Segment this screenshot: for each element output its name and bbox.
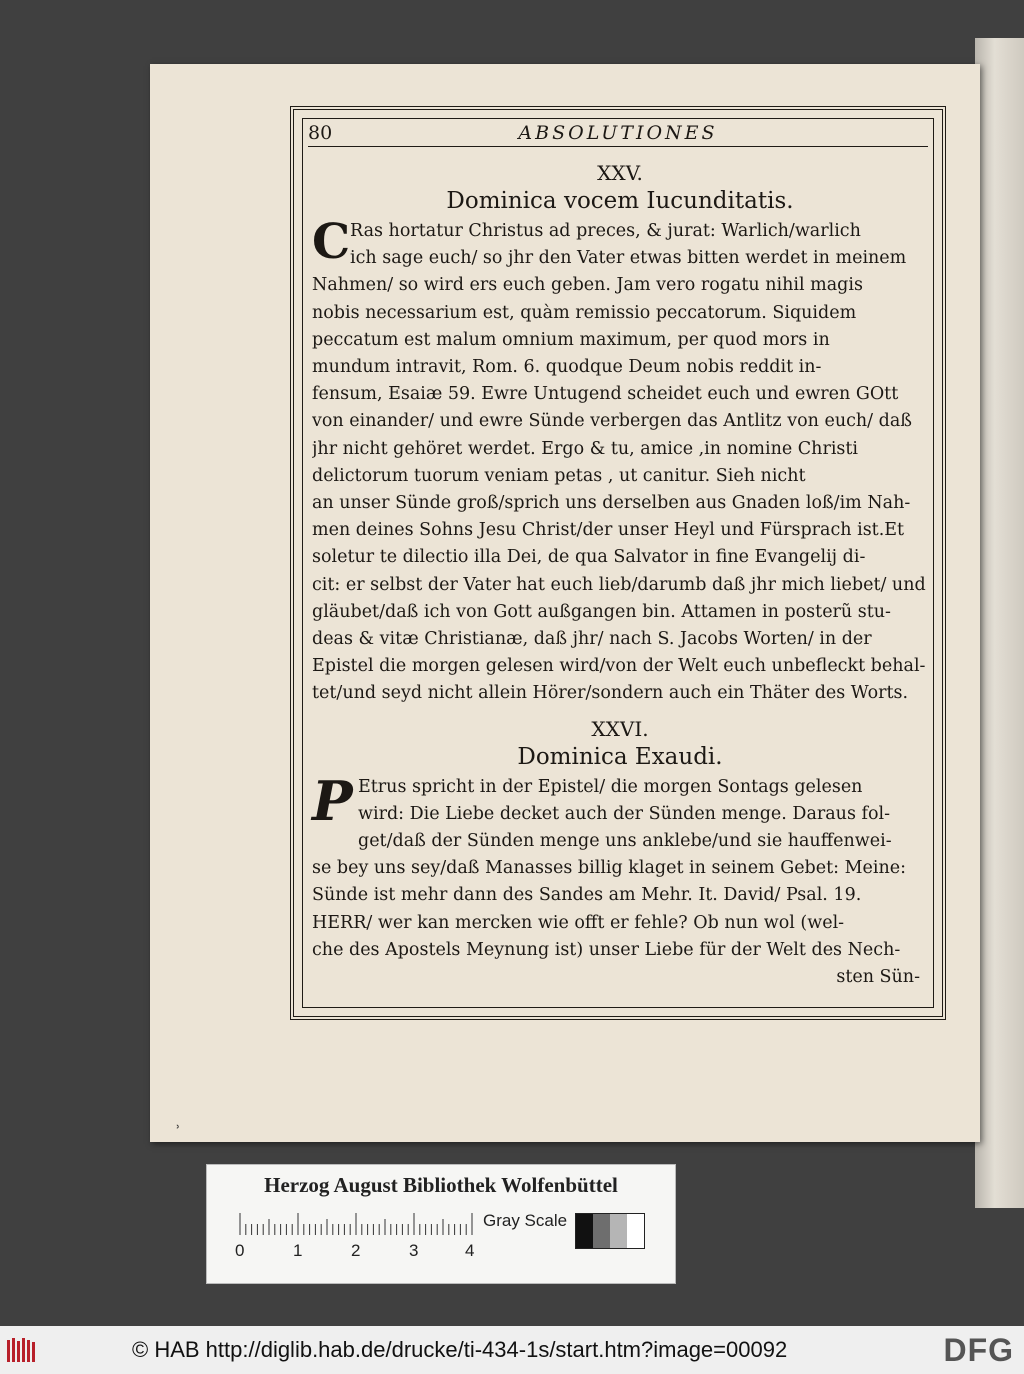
book-page [150,64,980,1142]
text-line: peccatum est malum omnium maximum, per quod mors in [312,329,830,350]
text-line: men deines Sohns Jesu Christ/der unser Heyl und Fürsprach ist.Et [312,520,905,541]
ruler-numbers [233,1241,493,1263]
text-line: soletur te dilectio illa Dei, de qua Salvator in fine Evangelij di- [312,547,866,568]
text-block [312,160,928,991]
page-border [290,106,946,1020]
text-line: cit: er selbst der Vater hat euch lieb/darumb daß jhr mich liebet/ und [312,574,926,595]
ruler-scale [239,1213,475,1235]
text-line: che des Apostels Meynung ist) unser Liebe für der Welt des Nech- [312,939,901,960]
text-line: deas & vitæ Christianæ, daß jhr/ nach S. Jacobs Worten/ in der [312,629,872,650]
text-line: mundum intravit, Rom. 6. quodque Deum nobis reddit in- [312,357,822,378]
ornate-initial-letter: P [312,768,353,833]
text-line: delictorum tuorum veniam petas , ut canitur. Sieh nicht [312,465,806,486]
catchword: sten Sün- [836,967,920,988]
text-line: Epistel die morgen gelesen wird/von der Welt euch unbefleckt behal- [312,656,926,677]
ruler-number: 4 [465,1241,475,1260]
library-color-card [206,1164,676,1284]
ruler-number: 0 [235,1241,245,1260]
ruler-number: 2 [351,1241,361,1260]
text-line: jhr nicht gehöret werdet. Ergo & tu, amice ,in nomine Christi [312,438,859,459]
text-line: Nahmen/ so wird ers euch geben. Jam vero rogatu nihil magis [312,275,863,296]
text-line: Etrus spricht in der Epistel/ die morgen Sontags gelesen [358,776,863,797]
text-line: von einander/ und ewre Sünde verbergen das Antlitz von euch/ daß [312,411,912,432]
paper-mark: ˒ [176,1120,181,1136]
gray-scale-swatch [575,1213,645,1249]
running-head: ABSOLUTIONES [518,122,718,144]
text-line: get/daß der Sünden menge uns anklebe/und sie hauffenwei- [358,831,892,852]
text-line: Sünde ist mehr dann des Sandes am Mehr. It. David/ Psal. 19. [312,885,862,906]
gray-scale-label: Gray Scale [483,1211,568,1230]
page-header [308,122,928,147]
text-line: ich sage euch/ so jhr den Vater etwas bitten werdet in meinem [350,248,907,269]
section-title: Dominica Exaudi. [517,743,723,770]
gray-patch [593,1214,610,1248]
text-line: wird: Die Liebe decket auch der Sünden menge. Daraus fol- [358,803,891,824]
text-line: HERR/ wer kan mercken wie offt er fehle? Ob nun wol (wel- [312,912,845,933]
gray-patch [576,1214,593,1248]
initial-letter: C [312,214,351,270]
library-logo-icon [6,1336,36,1364]
ruler-number: 1 [293,1241,303,1260]
footer-bar [0,1326,1024,1374]
adjacent-leaf [975,38,1024,1208]
section-body [312,768,928,964]
section-numeral: XXVI. [591,716,649,741]
text-line: an unser Sünde groß/sprich uns derselben aus Gnaden loß/im Nah- [312,493,911,514]
section-numeral: XXV. [597,161,643,185]
source-url[interactable]: © HAB http://diglib.hab.de/drucke/ti-434-1s/start.htm?image=00092 [132,1337,788,1362]
section-body [312,214,928,708]
page-number: 80 [308,122,333,144]
library-name: Herzog August Bibliothek Wolfenbüttel [264,1173,618,1197]
text-line: fensum, Esaiæ 59. Ewre Untugend scheidet euch und ewren GOtt [312,384,899,405]
text-line: tet/und seyd nicht allein Hörer/sondern auch ein Thäter des Worts. [312,683,909,704]
section-title: Dominica vocem Iucunditatis. [446,188,794,214]
text-line: gläubet/daß ich von Gott außgangen bin. Attamen in posterũ stu- [312,601,891,622]
ruler-number: 3 [409,1241,419,1260]
text-line: se bey uns sey/daß Manasses billig klaget in seinem Gebet: Meine: [312,858,906,879]
text-line: Ras hortatur Christus ad preces, & jurat: Warlich/warlich [350,221,861,241]
dfg-logo: DFG [943,1332,1014,1368]
text-line: nobis necessarium est, quàm remissio peccatorum. Siquidem [312,302,857,323]
gray-patch [610,1214,627,1248]
gray-patch [627,1214,644,1248]
